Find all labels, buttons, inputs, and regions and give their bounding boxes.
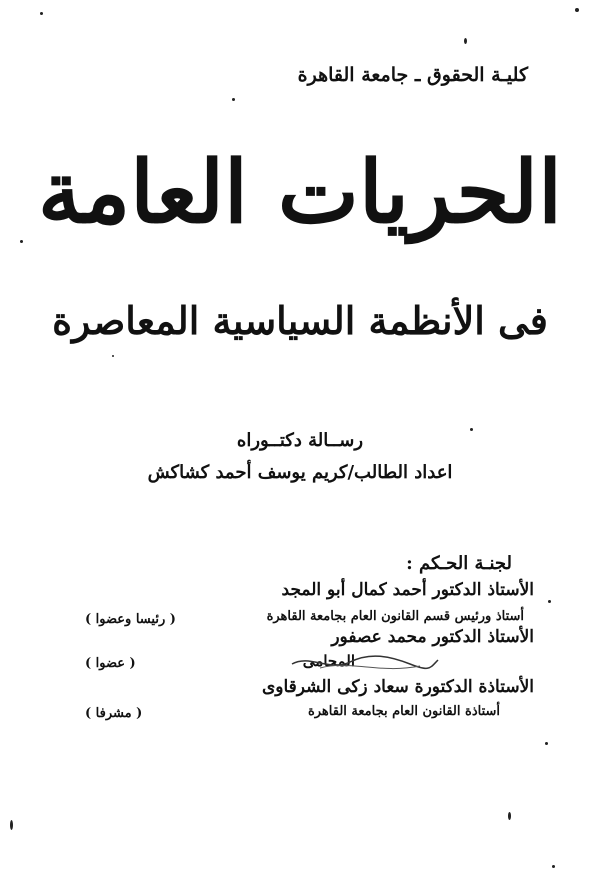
committee-heading: لجنـة الحـكم : <box>406 553 512 574</box>
thesis-type: رســالة دكتــوراه <box>236 430 364 451</box>
committee-member-title: أستاذة القانون العام بجامعة القاهرة <box>307 704 500 719</box>
signature-scribble <box>290 650 440 676</box>
committee-member-name: الأستاذ الدكتور أحمد كمال أبو المجد <box>281 580 534 600</box>
committee-member-role: ( رئيسا وعضوا ) <box>85 612 176 627</box>
committee-member-title: أستاذ ورئيس قسم القانون العام بجامعة القاهرة <box>266 609 524 624</box>
main-title: الحريات العامة <box>37 142 563 243</box>
committee-member-role: ( مشرفا ) <box>85 706 143 721</box>
committee-member-name: الأستاذ الدكتور محمد عصفور <box>331 627 534 647</box>
author-line: اعداد الطالب/كريم يوسف أحمد كشاكش <box>147 462 453 483</box>
committee-member-name: الأستاذة الدكتورة سعاد زكى الشرقاوى <box>261 677 534 697</box>
subtitle: فى الأنظمة السياسية المعاصرة <box>52 298 548 343</box>
committee-member-title: المحامى <box>302 652 355 670</box>
faculty-heading: كليـة الحقوق ـ جامعة القاهرة <box>297 64 528 86</box>
committee-member-role: ( عضوا ) <box>85 656 136 671</box>
